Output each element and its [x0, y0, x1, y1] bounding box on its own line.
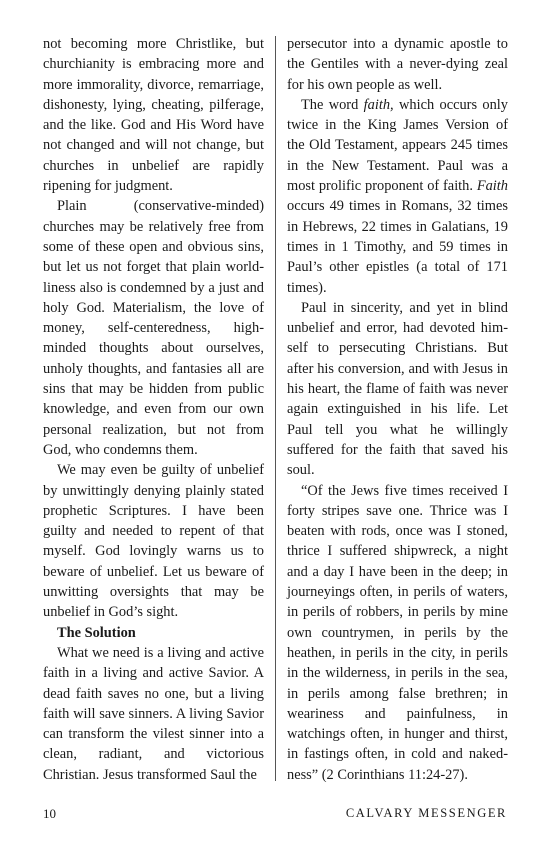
section-heading: The Solution [57, 624, 136, 641]
paragraph-faith-statistics [287, 95, 508, 298]
paragraph: Paul in sincerity, and yet in blind unbelief and error, had devoted himself to persecuting Christians. But after his conversion, and with Jesus in his heart, the flame of faith was never again extinguished in his life. Let Paul tell you what he willingly suffered for the faith that saved his soul. [287, 299, 508, 479]
right-column [287, 34, 508, 785]
text-run: occurs 49 times in Romans, 32 times in Hebrews, 22 times in Galatians, 19 times in 1 Timothy, and 59 times in Paul’s other epistles (a total of 171 times). [287, 198, 508, 296]
italic-word: faith, [363, 96, 394, 113]
text-run: which occurs only twice in the King James Version of the Old Testament, appears 245 times in the New Testament. Paul was a most prolific proponent of faith. [287, 96, 508, 195]
scripture-quote: “Of the Jews five times received I forty stripes save one. Thrice was I beaten with rods, once was I stoned, thrice I suffered shipwreck, a night and a day I have been in the deep; in journeyings often, in perils of waters, in perils of robbers, in perils by mine own countrymen, in perils by the heathen, in perils in the city, in perils in the wilderness, in perils in the sea, in perils among false brethren; in weariness and painfulness, in watchings often, in hunger and thirst, in fastings often, in cold and nakedness” (2 Corinthians 11:24-27). [287, 482, 508, 783]
page-number: 10 [43, 806, 56, 821]
left-column [43, 34, 264, 785]
running-head: CALVARY MESSENGER [345, 806, 507, 820]
text-run: The word [301, 96, 364, 113]
column-divider [275, 36, 276, 781]
paragraph: not becoming more Christlike, but churchianity is embracing more and more immorality, divorce, remarriage, dishonesty, lying, cheating, pilferage, and the like. God and His Word have not changed and will not change, but churches in unbelief are rapidly ripening for judgment. [43, 36, 264, 195]
paragraph: persecutor into a dynamic apostle to the Gentiles with a never-dying zeal for his own people as well. [287, 36, 508, 93]
paragraph: What we need is a living and active faith in a living and active Savior. A dead faith saves no one, but a living faith will save sinners. A living Savior can transform the vilest sinner into a clean, radiant, and victorious Christian. Jesus transformed Saul the [43, 644, 264, 783]
paragraph: Plain (conservative-minded) churches may be relatively free from some of these open and obvious sins, but let us not forget that plain worldliness also is condemned by a just and holy God. Materialism, the love of money, self-centeredness, high-minded thoughts about ourselves, unholy thoughts, and fantasies all are sins that may be hidden from public knowledge, and even from our own personal realization, but not from God, who condemns them. [43, 198, 264, 458]
italic-word: Faith [476, 178, 508, 195]
paragraph: We may even be guilty of unbelief by unwittingly denying plainly stated prophetic Scriptures. I have been guilty and needed to repent of that myself. God lovingly warns us to beware of unbelief. Let us beware of unwitting oversights that may be unbelief in God’s sight. [43, 462, 264, 621]
